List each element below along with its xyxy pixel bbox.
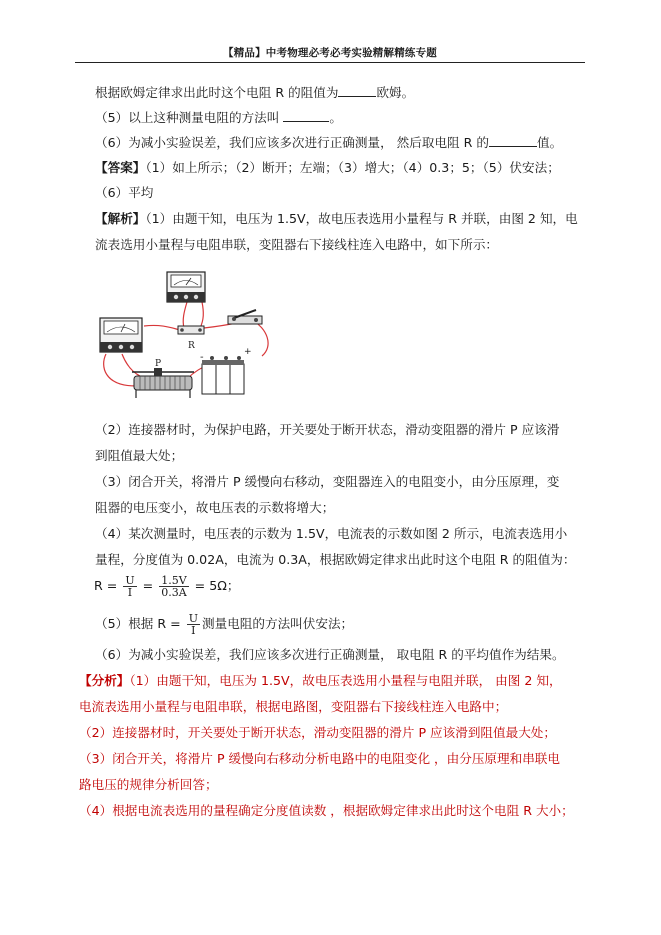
- voltmeter-icon: [167, 272, 205, 302]
- answer-tag: 【答案】: [95, 160, 146, 175]
- analysis-line-5: 路电压的规律分析回答；: [79, 777, 218, 792]
- fraction-u-over-i: $\frac{U}{I}$: [125, 574, 135, 599]
- battery-icon: [202, 356, 244, 394]
- solution-line-9: （5）根据 R = $\frac{U}{I}$ 测量电阻的方法叫伏安法；: [95, 612, 354, 637]
- formula-line: R = $\frac{U}{I}$ = $\frac{1.5V}{0.3A}$ = 5Ω；: [94, 574, 240, 599]
- solution-line-2: 流表选用小量程与电阻串联，变阻器右下接线柱连入电路中，如下所示：: [95, 237, 498, 252]
- solution-line-3: （2）连接器材时，为保护电路，开关要处于断开状态，滑动变阻器的滑片 P 应该滑: [95, 422, 560, 437]
- solution-line-7: （4）某次测量时，电压表的示数为 1.5V，电流表的示数如图 2 所示，电流表选用小: [95, 526, 568, 541]
- analysis-line-4: （3）闭合开关，将滑片 P 缓慢向右移动分析电路中的电阻变化 ，由分压原理和串联电: [79, 751, 560, 766]
- header-rule: [75, 62, 585, 63]
- slider-label: P: [155, 359, 162, 369]
- solution-line-6: 阻器的电压变小，故电压表的示数将增大；: [95, 500, 335, 515]
- switch-icon: [228, 310, 262, 324]
- analysis-line-3: （2）连接器材时，开关要处于断开状态，滑动变阻器的滑片 P 应该滑到阻值最大处；: [79, 725, 556, 740]
- answer-line-2: （6）平均: [95, 185, 154, 200]
- solution-line-5: （3）闭合开关，将滑片 P 缓慢向右移动，变阻器连入的电阻变小，由分压原理，变: [95, 474, 560, 489]
- solution-line-1: 【解析】（1）由题干知，电压为 1.5V，故电压表选用小量程与 R 并联，由图 2 知，电: [95, 211, 578, 226]
- text-line-2: （5）以上这种测量电阻的方法叫 。: [95, 110, 342, 125]
- analysis-line-1: 【分析】（1）由题干知，电压为 1.5V，故电压表选用小量程与电阻并联， 由图 2 知，: [79, 673, 562, 688]
- page-header: 【精品】中考物理必考必考实验精解精练专题: [223, 47, 437, 59]
- solution-line-4: 到阻值最大处；: [95, 448, 184, 463]
- analysis-tag: 【分析】: [79, 673, 130, 688]
- solution-tag: 【解析】: [95, 211, 146, 226]
- rheostat-icon: [132, 368, 194, 398]
- answer-line: 【答案】（1）如上所示；（2）断开；左端；（3）增大；（4）0.3；5；（5）伏安法；: [95, 160, 560, 175]
- ammeter-icon: [100, 318, 142, 352]
- answer-blank: [283, 109, 329, 122]
- solution-line-10: （6）为减小实验误差，我们应该多次进行正确测量， 取电阻 R 的平均值作为结果。: [95, 647, 565, 662]
- resistor-label: R: [188, 341, 195, 351]
- text-line-1: 根据欧姆定律求出此时这个电阻 R 的阻值为 欧姆。: [95, 85, 415, 100]
- solution-line-8: 量程，分度值为 0.02A，电流为 0.3A，根据欧姆定律求出此时这个电阻 R 的阻值为：: [95, 552, 576, 567]
- fraction-u-over-i: $\frac{U}{I}$: [188, 612, 198, 637]
- fraction-values: $\frac{1.5V}{0.3A}$: [161, 574, 187, 599]
- answer-blank: [489, 134, 537, 147]
- circuit-diagram: [92, 268, 282, 410]
- analysis-line-2: 电流表选用小量程与电阻串联，根据电路图，变阻器右下接线柱连入电路中；: [79, 699, 508, 714]
- resistor-icon: [178, 326, 204, 334]
- analysis-line-6: （4）根据电流表选用的量程确定分度值读数 ，根据欧姆定律求出此时这个电阻 R 大小；: [79, 803, 574, 818]
- answer-blank: [338, 84, 376, 97]
- text-line-3: （6）为减小实验误差，我们应该多次进行正确测量， 然后取电阻 R 的 值。: [95, 135, 563, 150]
- battery-minus-label: -: [200, 352, 204, 363]
- battery-plus-label: +: [244, 347, 252, 357]
